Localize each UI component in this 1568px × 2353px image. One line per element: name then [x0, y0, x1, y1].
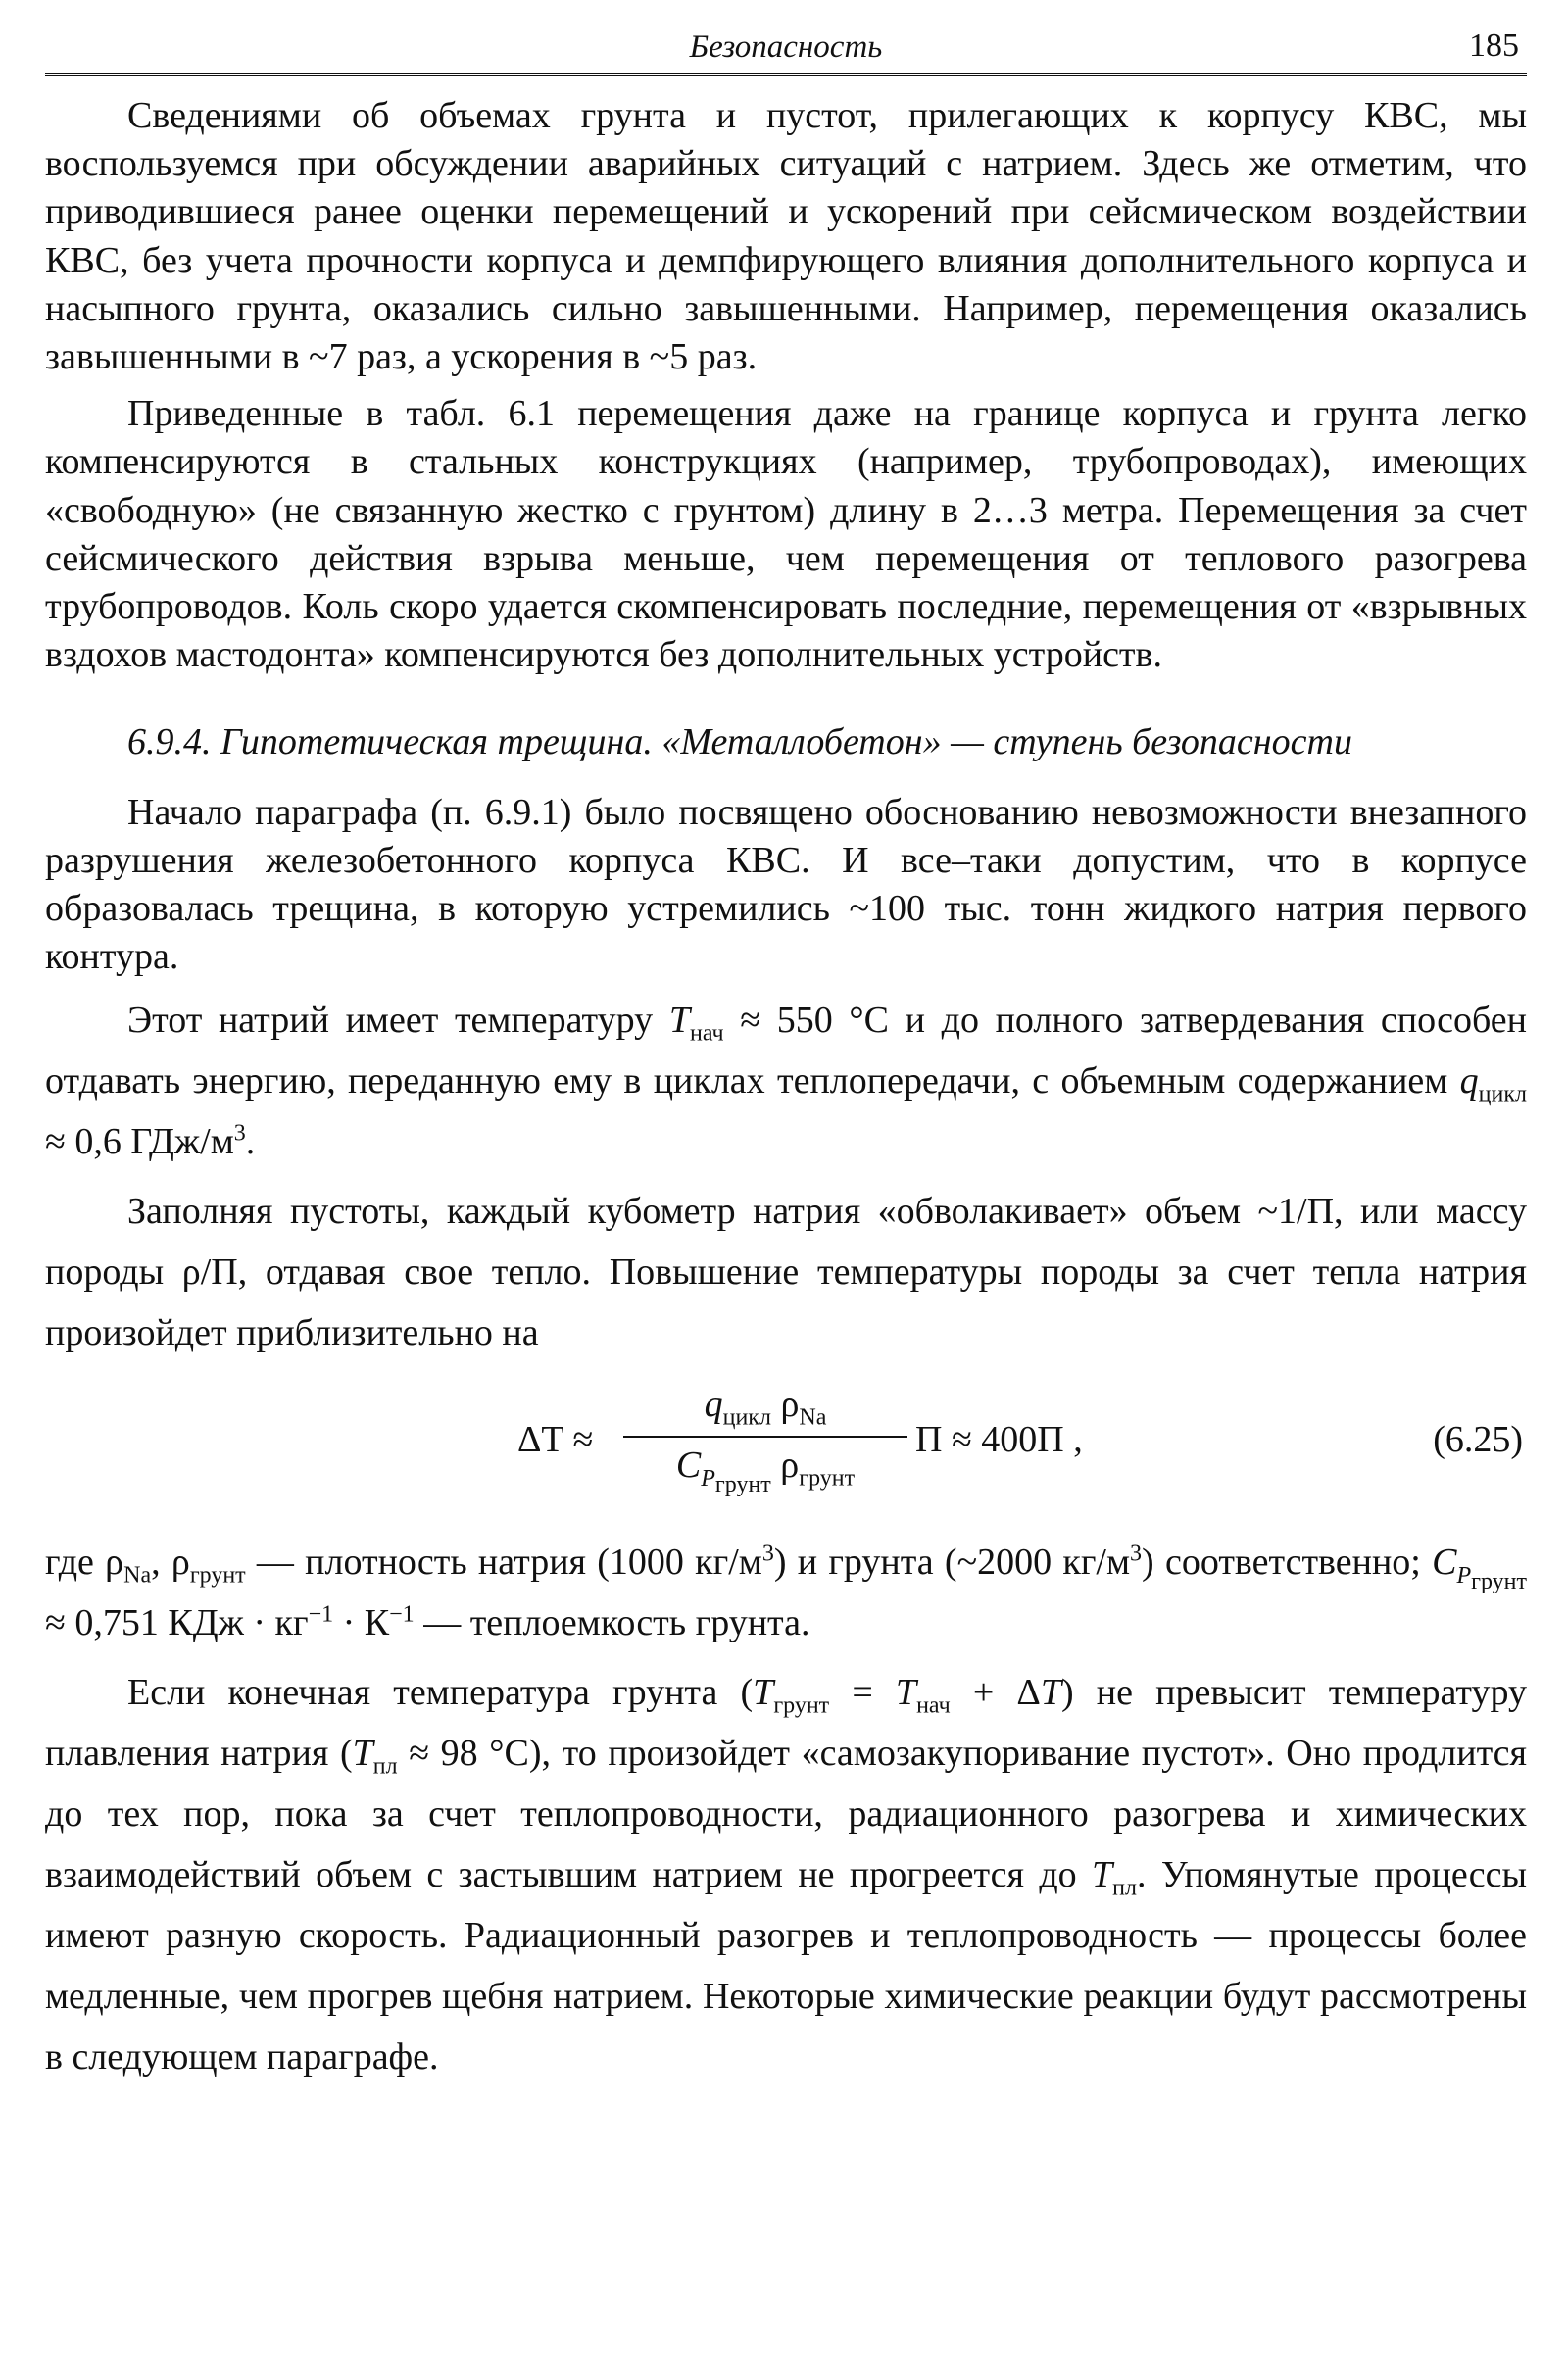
paragraph-6: где $\rho_{Na}$, $\rho_{грунт}$ — плотность натрия (1000 $кг/м^3$) и грунта (~2000 $кг/м^3$) соответственно; $C_{P_{грунт}} \approx 0,751$ КДж · $кг^{-1} \cdot К^{-1}$ — теплоемкость грунта. — [45, 1541, 1528, 1644]
formula-fraction — [623, 1377, 907, 1497]
formula-numerator: $q_{цикл}$ $\rho_{Na}$ — [704, 1384, 827, 1432]
formula-denominator: $C_{P_{грунт}}$ $\rho_{грунт}$ — [675, 1445, 856, 1497]
section-heading: 6.9.4. Гипотетическая трещина. «Металлобетон» — ступень безопасности — [127, 721, 1352, 763]
page-number: 185 — [1469, 27, 1519, 64]
paragraph-1: Сведениями об объемах грунта и пустот, прилегающих к корпусу КВС, мы воспользуемся при обсуждении аварийных ситуаций с натрием. Здесь же отметим, что приводившиеся ранее оценки перемещений и ускорений при сейсмическом воздействии КВС, без учета прочности корпуса и демпфирующего влияния дополнительного корпуса и насыпного грунта, оказались сильно завышенными. Например, перемещения оказались завышенными в ~7 раз, а ускорения в ~5 раз. — [45, 95, 1527, 378]
paragraph-5: Заполняя пустоты, каждый кубометр натрия «обволакивает» объем ~1/П, или массу породы ρ/П, отдавая свое тепло. Повышение температуры породы за счет тепла натрия произойдет приблизительно на — [45, 1191, 1527, 1354]
equation-number: (6.25) — [1433, 1419, 1523, 1461]
paragraph-4: Этот натрий имеет температуру $T_{нач} \approx 550$ °С и до полного затвердевания способен отдавать энергию, переданную ему в циклах теплопередачи, с объемным содержанием $q_{цикл} \approx 0,6$ ГДж/$м^3$. — [45, 1000, 1527, 1163]
page-body — [45, 92, 1527, 2087]
formula-lhs: ΔT ≈ — [517, 1419, 594, 1461]
paragraph-2: Приведенные в табл. 6.1 перемещения даже на границе корпуса и грунта легко компенсируются в стальных конструкциях (например, трубопроводах), имеющих «свободную» (не связанную жестко с грунтом) длину в 2…3 метра. Перемещения за счет сейсмического действия взрыва меньше, чем перемещения от теплового разогрева трубопроводов. Коль скоро удается скомпенсировать последние, перемещения от «взрывных вздохов мастодонта» компенсируются без дополнительных устройств. — [45, 393, 1527, 676]
paragraph-3: Начало параграфа (п. 6.9.1) было посвящено обоснованию невозможности внезапного разрушения железобетонного корпуса КВС. И все–таки допустим, что в корпусе образовалась трещина, в которую устремились ~100 тыс. тонн жидкого натрия первого контура. — [45, 791, 1527, 978]
running-header — [45, 24, 1527, 76]
paragraph-7: Если конечная температура грунта $(T_{грунт} = T_{нач} + \Delta T)$ не превысит температуру плавления натрия ($T_{пл} \approx 98$ °С), то произойдет «самозакупоривание пустот». Оно продлится до тех пор, пока за счет теплопроводности, радиационного разогрева и химических взаимодействий объем с застывшим натрием не прогреется до $T_{пл}$. Упомянутые процессы имеют разную скорость. Радиационный разогрев и теплопроводность — процессы более медленные, чем прогрев щебня натрием. Некоторые химические реакции будут рассмотрены в следующем параграфе. — [45, 1672, 1528, 2079]
equation-6-25 — [45, 1377, 1527, 1510]
page — [45, 24, 1527, 2096]
header-title: Безопасность — [689, 29, 883, 65]
formula-rhs: П ≈ 400П , — [915, 1419, 1083, 1461]
